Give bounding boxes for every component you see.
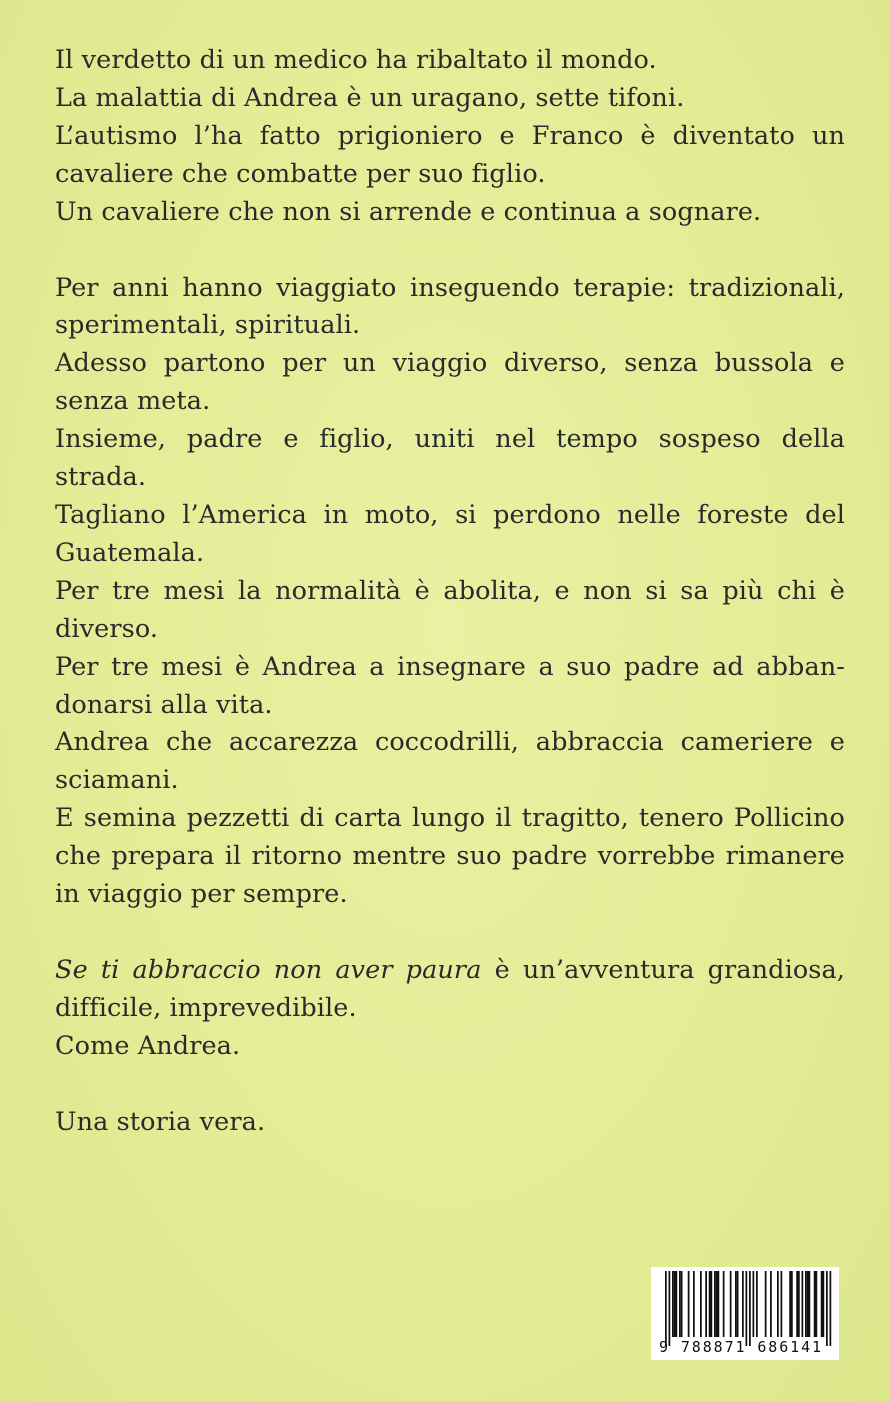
barcode-bar <box>765 1271 767 1337</box>
barcode-bar <box>756 1271 758 1337</box>
barcode-bar <box>705 1271 707 1337</box>
blurb-line: L’autismo l’ha fatto prigioniero e Franco è diventato un <box>55 120 845 151</box>
barcode-bar <box>789 1271 791 1337</box>
title-line-rest: è un’avventura grandiosa, <box>481 954 845 985</box>
blurb-line: in viaggio per sempre. <box>55 879 348 910</box>
blurb-line: Per tre mesi la normalità è abolita, e non si sa più chi è <box>55 575 845 606</box>
blurb-line: donarsi alla vita. <box>55 689 273 720</box>
barcode-bar <box>781 1271 783 1337</box>
blurb-line: diverso. <box>55 613 159 644</box>
barcode-bar <box>814 1271 816 1337</box>
barcode-bar <box>753 1271 755 1337</box>
barcode-bar <box>802 1271 804 1337</box>
barcode-bar <box>676 1271 678 1337</box>
blurb-line: strada. <box>55 462 147 493</box>
blurb-line: Un cavaliere che non si arrende e continua a sognare. <box>55 196 762 227</box>
barcode-bar <box>723 1271 725 1337</box>
blurb-line <box>55 952 845 990</box>
blurb-line: Guatemala. <box>55 537 205 568</box>
barcode-bar <box>700 1271 702 1337</box>
barcode-bar <box>777 1271 779 1337</box>
barcode-bar <box>679 1271 681 1337</box>
blurb-line: Tagliano l’America in moto, si perdono nelle foreste del <box>55 499 845 530</box>
barcode-bar <box>823 1271 825 1337</box>
barcode-bar <box>821 1271 823 1337</box>
blurb-line: La malattia di Andrea è un uragano, sette tifoni. <box>55 82 685 113</box>
blurb-line: Adesso partono per un viaggio diverso, senza bussola e <box>55 348 845 379</box>
barcode-bar <box>749 1271 751 1346</box>
barcode-bar <box>672 1271 674 1337</box>
barcode-bar <box>669 1271 671 1346</box>
blurb-line: Come Andrea. <box>55 1030 241 1061</box>
book-title: Se ti abbraccio non aver paura <box>55 954 482 985</box>
blurb-line: sciamani. <box>55 765 179 796</box>
blurb-line: che prepara il ritorno mentre suo padre vorrebbe rimanere <box>55 841 845 872</box>
barcode-bar <box>830 1271 832 1346</box>
barcode-bar <box>737 1271 739 1337</box>
barcode-bar <box>688 1271 690 1337</box>
blurb-paragraph-4 <box>55 1104 845 1142</box>
blurb-line: Insieme, padre e figlio, uniti nel tempo sospeso della <box>55 424 845 455</box>
barcode-bar <box>709 1271 711 1337</box>
barcode-bar <box>809 1271 811 1337</box>
blurb-line: cavaliere che combatte per suo figlio. <box>55 158 546 189</box>
barcode-bar <box>681 1271 683 1337</box>
isbn-barcode <box>651 1267 839 1360</box>
blurb-line: sperimentali, spirituali. <box>55 310 361 341</box>
barcode-bar <box>714 1271 716 1337</box>
blurb-paragraph-3 <box>55 952 845 1066</box>
blurb-line: Per tre mesi è Andrea a insegnare a suo padre ad abban- <box>55 651 845 682</box>
barcode-bar <box>798 1271 800 1337</box>
blurb-line: Per anni hanno viaggiato inseguendo terapie: tradizionali, <box>55 272 845 303</box>
barcode-bar <box>807 1271 809 1337</box>
barcode-bar <box>718 1271 720 1337</box>
blurb-line: senza meta. <box>55 386 211 417</box>
barcode-bar <box>665 1271 667 1346</box>
blurb-paragraph-1 <box>55 42 845 232</box>
barcode-bar <box>796 1271 798 1337</box>
barcode-bar <box>746 1271 748 1346</box>
barcode-bar <box>791 1271 793 1337</box>
barcode-bar <box>805 1271 807 1337</box>
blurb-paragraph-2 <box>55 270 845 914</box>
blurb-line: E semina pezzetti di carta lungo il tragitto, tenero Pollicino <box>55 803 845 834</box>
barcode-bar <box>730 1271 732 1337</box>
barcode-digits: 9 788871 686141 <box>659 1338 823 1356</box>
barcode-bar <box>693 1271 695 1337</box>
barcode-bar <box>770 1271 772 1337</box>
blurb-text <box>55 42 845 1180</box>
barcode-bar <box>735 1271 737 1337</box>
barcode-bar <box>674 1271 676 1337</box>
blurb-line: Il verdetto di un medico ha ribaltato il mondo. <box>55 45 657 75</box>
blurb-line: Andrea che accarezza coccodrilli, abbraccia cameriere e <box>55 727 845 758</box>
blurb-line: Una storia vera. <box>55 1106 266 1137</box>
barcode-bar <box>716 1271 718 1337</box>
barcode-bar <box>816 1271 818 1337</box>
barcode-bar <box>711 1271 713 1337</box>
blurb-line: difficile, imprevedibile. <box>55 992 357 1023</box>
barcode-bar <box>826 1271 828 1346</box>
barcode-bar <box>742 1271 744 1337</box>
